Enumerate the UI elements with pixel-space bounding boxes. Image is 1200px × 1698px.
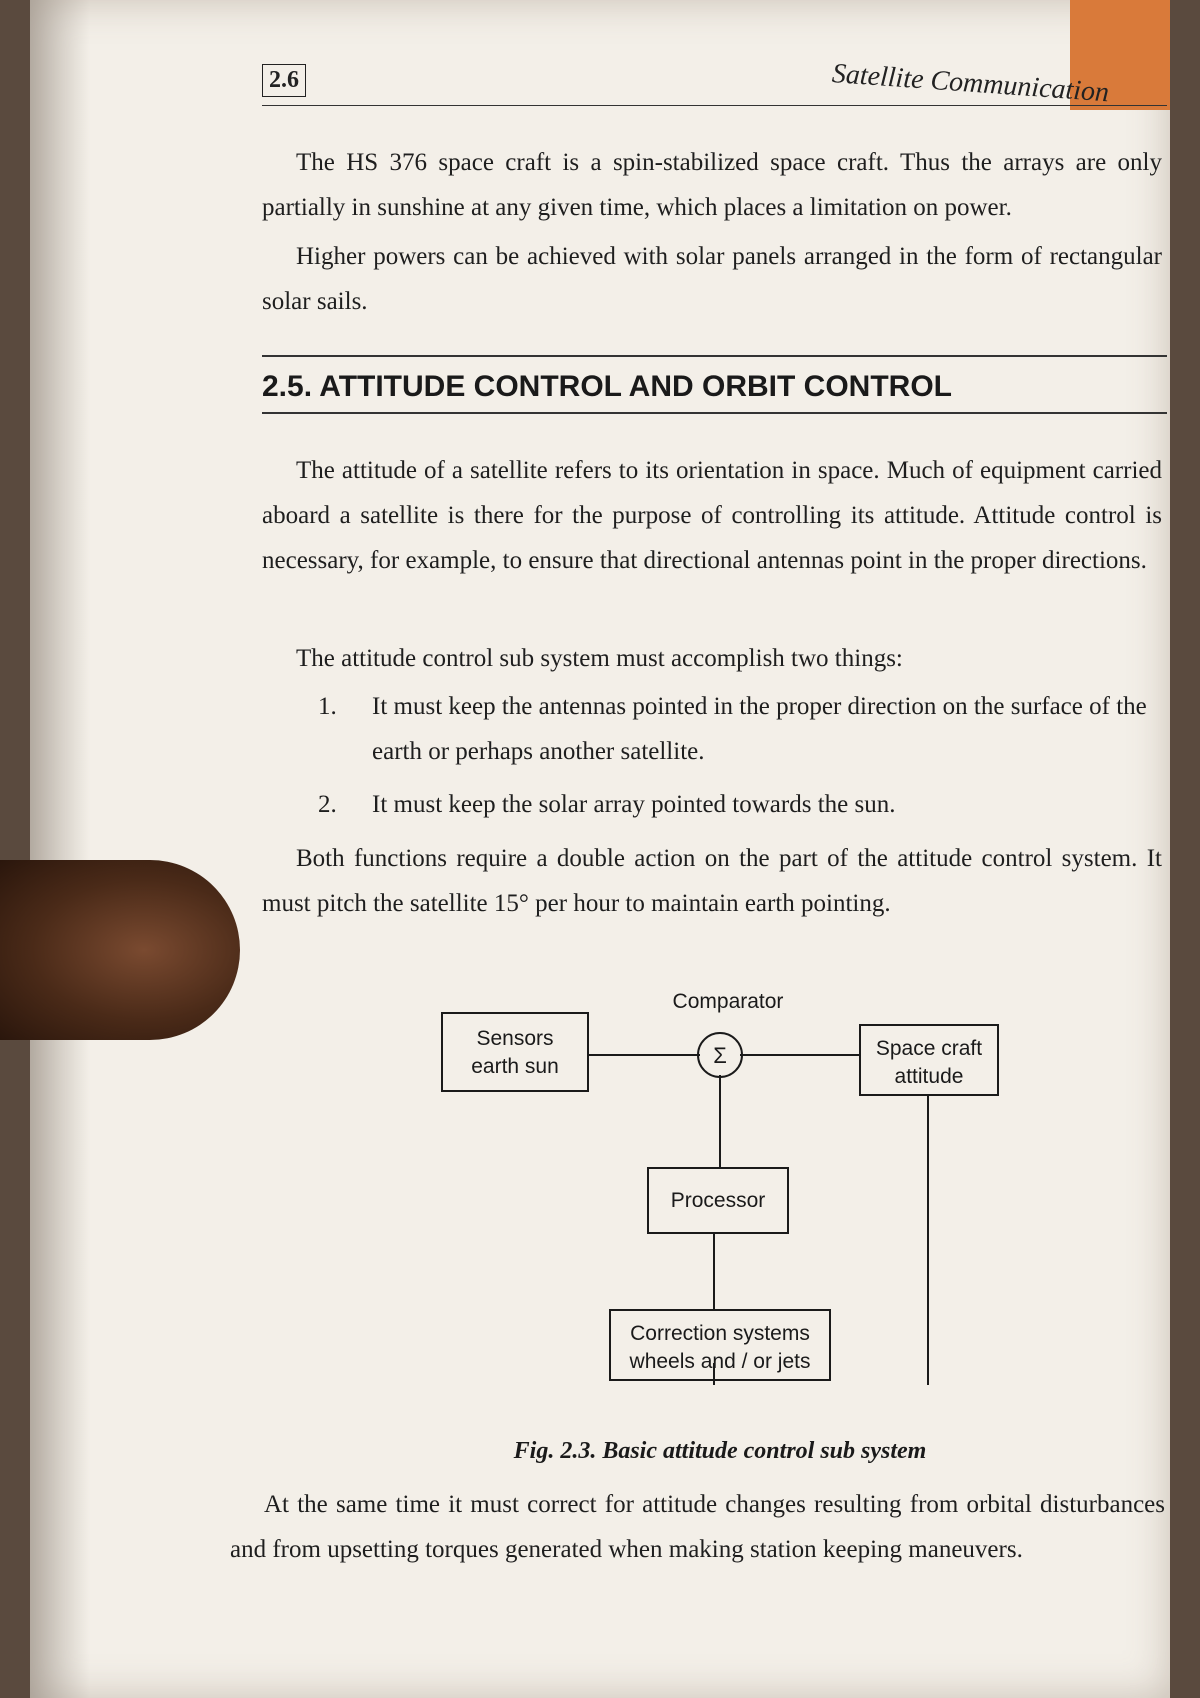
processor-label: Processor (670, 1189, 766, 1212)
book-page (30, 0, 1170, 1698)
spacecraft-label-line2: attitude (894, 1065, 964, 1088)
intro-paragraph-1: The HS 376 space craft is a spin-stabilized space craft. Thus the arrays are only partially in sunshine at any given time, which places a limitation on power. (262, 149, 1162, 221)
correction-label-line1: Correction systems (630, 1322, 810, 1345)
sigma-symbol: Σ (713, 1043, 727, 1068)
header-rule (262, 105, 1167, 106)
list-item-2 (320, 782, 1170, 827)
list-text: It must keep the antennas pointed in the proper direction on the surface of the earth or perhaps another satellite. (372, 693, 1147, 765)
attitude-control-diagram (430, 985, 1010, 1385)
sensors-label-line1: Sensors (476, 1027, 554, 1050)
finger-holding-page (0, 860, 240, 1040)
list-item-1 (320, 684, 1170, 774)
correction-label-line2: wheels and / or jets (629, 1350, 811, 1373)
page-number: 2.6 (262, 64, 306, 97)
list-text: It must keep the solar array pointed towards the sun. (372, 791, 896, 818)
section-rule-bottom (262, 412, 1167, 414)
spacecraft-label-line1: Space craft (875, 1037, 983, 1060)
page-gutter-shadow (30, 0, 90, 1698)
figure-caption: Fig. 2.3. Basic attitude control sub system (513, 1438, 927, 1464)
section-paragraph-1: The attitude of a satellite refers to its orientation in space. Much of equipment carried aboard a satellite is there for the purpose of controlling its attitude. Attitude control is necessary, for example, to ensure that directional antennas point in the proper directions. (262, 457, 1162, 574)
sensors-box (442, 1013, 588, 1091)
list-number: 2. (318, 791, 337, 818)
intro-paragraph-2: Higher powers can be achieved with solar panels arranged in the form of rectangular solar sails. (262, 243, 1162, 315)
list-number: 1. (318, 693, 337, 720)
section-title: 2.5. ATTITUDE CONTROL AND ORBIT CONTROL (262, 370, 952, 403)
section-paragraph-3: Both functions require a double action on the part of the attitude control system. It must pitch the satellite 15° per hour to maintain earth pointing. (262, 845, 1162, 917)
comparator-label: Comparator (672, 990, 784, 1013)
section-rule-top (262, 355, 1167, 357)
sensors-label-line2: earth sun (471, 1055, 559, 1078)
section-paragraph-2: The attitude control sub system must accomplish two things: (296, 645, 903, 672)
section-paragraph-4: At the same time it must correct for attitude changes resulting from orbital disturbances and from upsetting torques generated when making station keeping maneuvers. (230, 1491, 1165, 1563)
running-title: Satellite Communication (831, 58, 1111, 109)
